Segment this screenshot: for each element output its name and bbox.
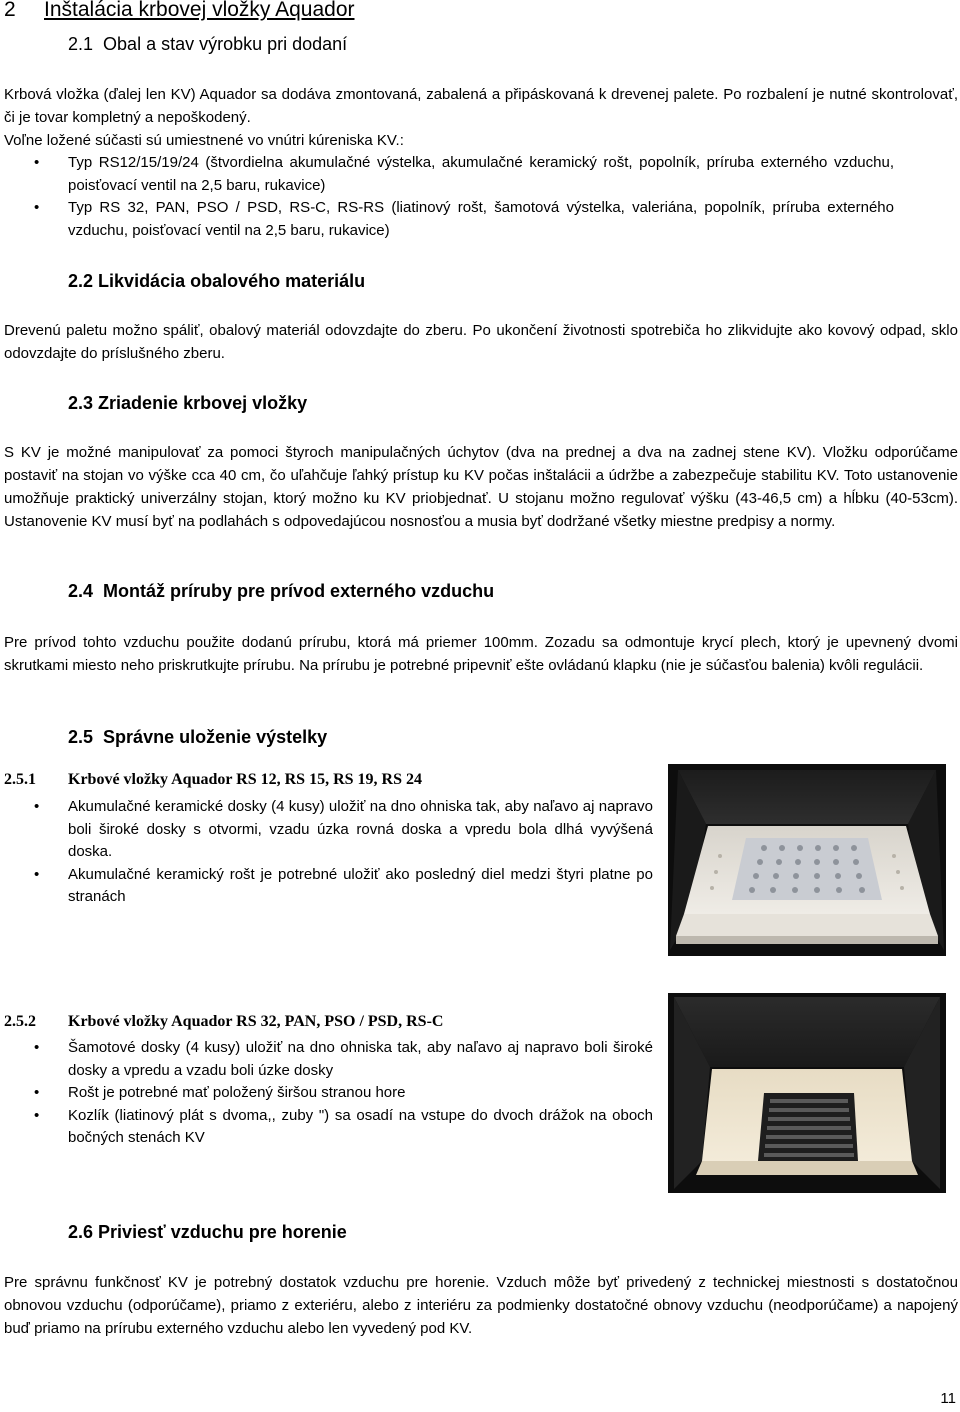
paragraph-2-6: Pre správnu funkčnosť KV je potrebný dostatok vzduchu pre horenie. Vzduch môže byť privedený z technickej miestnosti s dostatočnou obnovou vzduchu (odporúčame), priamo z exteriéru, alebo z interiéru za podmienky dostatočné obnovy vzduchu (neodporúčame) a napojený buď priamo na prírubu externého vzduchu alebo len vyvedený pod KV.	[4, 1274, 958, 1337]
section-number: 2	[4, 0, 16, 21]
bullet-icon: •	[34, 154, 40, 171]
list-item: • Rošt je potrebné mať položený širšou stranou hore	[4, 1082, 653, 1105]
heading-title: Krbové vložky Aquador RS 32, PAN, PSO / PSD, RS-C	[68, 1013, 444, 1030]
bullet-icon: •	[34, 865, 40, 883]
heading-2-5	[68, 727, 327, 748]
list-item: • Akumulačné keramický rošt je potrebné uložiť ako posledný diel medzi štyri platne po stranách	[34, 865, 653, 905]
heading-2-6	[68, 1222, 347, 1243]
heading-title: Krbové vložky Aquador RS 12, RS 15, RS 19, RS 24	[68, 771, 422, 788]
paragraph-2-1-delivery: Krbová vložka (ďalej len KV) Aquador sa dodáva zmontovaná, zabalená a připáskovaná k drevenej palete. Po rozbalení je nutné skontrolovať, či je tovar kompletný a nepoškodený.	[4, 86, 958, 126]
loose-parts-list	[4, 152, 894, 242]
heading-2-5-1	[4, 771, 422, 789]
heading-number: 2.5.1	[4, 771, 36, 788]
paragraph-2-3: S KV je možné manipulovať za pomoci štyroch manipulačných úchytov (dva na prednej a dva na zadnej stene KV). Vložku odporúčame postaviť na stojan vo výške cca 40 cm, čo uľahčuje ľahký prístup ku KV počas inštalácii a údržbe a zabezpečuje stabilitu KV. Toto ustanovenie umožňuje praktický univerzálny stojan, ktorý možno ku KV priobjednať. U stojanu možno regulovať výšku (43-46,5 cm) a hĺbku (40-53cm). Ustanovenie KV musí byť na podlahách s odpovedajúcou nosnosťou a musia byť dodržané všetky miestne predpisy a normy.	[4, 444, 958, 530]
bullet-icon: •	[34, 199, 40, 216]
heading-2-4	[68, 581, 494, 602]
ceramic-lining-illustration	[668, 764, 946, 956]
heading-number: 2.3	[68, 393, 94, 413]
bullet-icon: •	[34, 798, 40, 815]
page-number: 11	[940, 1390, 956, 1407]
lining-list-rs12	[4, 796, 653, 909]
heading-2-1	[68, 34, 347, 55]
heading-number: 2.1	[68, 34, 94, 54]
ceramic-lining-photo	[668, 764, 946, 956]
bullet-icon: •	[34, 1084, 40, 1101]
heading-title: Likvidácia obalového materiálu	[98, 271, 366, 291]
heading-title: Montáž príruby pre prívod externého vzduchu	[103, 581, 495, 601]
heading-number: 2.5	[68, 727, 94, 747]
heading-title: Priviesť vzduchu pre horenie	[98, 1222, 347, 1242]
paragraph-2-1-loose-parts: Voľne ložené súčasti sú umiestnené vo vnútri kúreniska KV.:	[4, 132, 404, 149]
bullet-icon: •	[34, 1039, 40, 1056]
list-item: • Akumulačné keramické dosky (4 kusy) uložiť na dno ohniska tak, aby naľavo aj napravo boli široké dosky s otvormi, vzadu úzka rovná doska a vpredu bola dlhá vyvýšená doska.	[34, 798, 653, 860]
section-title: Inštalácia krbovej vložky Aquador	[44, 0, 355, 21]
heading-title: Správne uloženie výstelky	[103, 727, 328, 747]
section-heading	[4, 0, 355, 22]
heading-title: Obal a stav výrobku pri dodaní	[103, 34, 348, 54]
heading-number: 2.4	[68, 581, 94, 601]
lining-list-rs32	[4, 1037, 653, 1150]
heading-number: 2.2	[68, 271, 94, 291]
list-item: • Typ RS 32, PAN, PSO / PSD, RS-C, RS-RS (liatinový rošt, šamotová výstelka, valeriána, popolník, príruba externého vzduchu, poisťovací ventil na 2,5 baru, rukavice)	[34, 199, 894, 239]
list-item: • Šamotové dosky (4 kusy) uložiť na dno ohniska tak, aby naľavo aj napravo boli široké dosky a vpredu a vzadu boli úzke dosky	[34, 1039, 653, 1079]
heading-2-5-2	[4, 1013, 443, 1031]
heading-number: 2.6	[68, 1222, 94, 1242]
list-item: • Kozlík (liatinový plát s dvoma,, zuby ") sa osadí na vstupe do dvoch drážok na oboch bočných stenách KV	[34, 1106, 653, 1146]
grate-lining-photo	[668, 993, 946, 1193]
heading-2-2	[68, 271, 365, 292]
heading-2-3	[68, 393, 307, 414]
heading-number: 2.5.2	[4, 1013, 36, 1030]
list-item: • Typ RS12/15/19/24 (štvordielna akumulačné výstelka, akumulačné keramický rošt, popolník, príruba externého vzduchu, poisťovací ventil na 2,5 baru, rukavice)	[34, 154, 894, 194]
paragraph-2-2: Drevenú paletu možno spáliť, obalový materiál odovzdajte do zberu. Po ukončení životnosti spotrebiča ho zlikvidujte ako kovový odpad, sklo odovzdajte do príslušného zberu.	[4, 322, 958, 362]
grate-lining-illustration	[668, 993, 946, 1193]
bullet-icon: •	[34, 1106, 40, 1124]
paragraph-2-4: Pre prívod tohto vzduchu použite dodanú prírubu, ktorá má priemer 100mm. Zozadu sa odmontuje krycí plech, ktorý je upevnený dvomi skrutkami miesto neho priskrutkujte prírubu. Na prírubu je potrebné pripevniť ešte ovládanú klapku (nie je súčasťou balenia) kvôli regulácii.	[4, 634, 958, 674]
heading-title: Zriadenie krbovej vložky	[98, 393, 308, 413]
